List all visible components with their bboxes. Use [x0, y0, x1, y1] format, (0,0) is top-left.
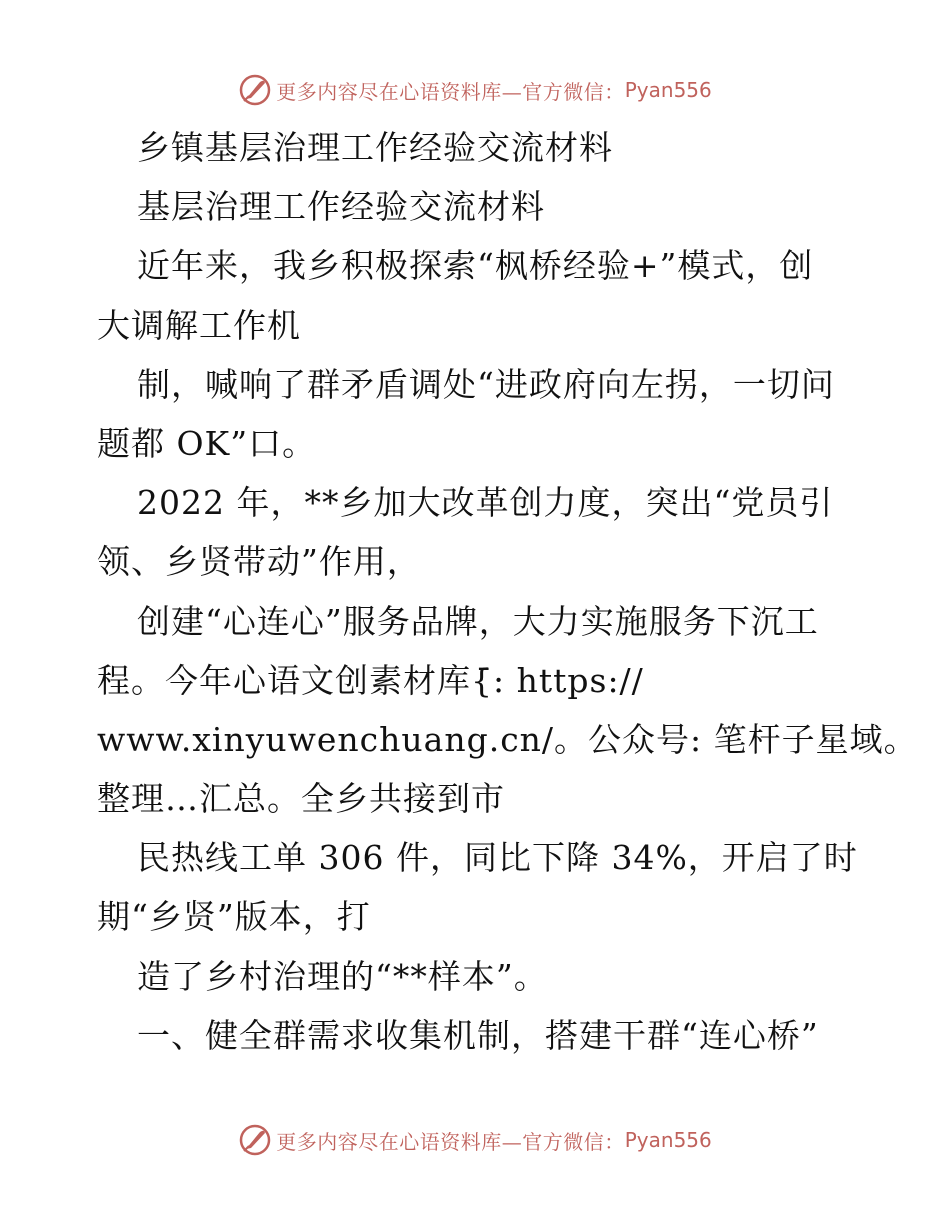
paragraph-line: 民热线工单 306 件，同比下降 34%，开启了时 [137, 838, 858, 878]
header-wechat-id: Pyan556 [624, 78, 712, 102]
paragraph-line: 大调解工作机 [97, 305, 301, 345]
paragraph-line: 程。今年心语文创素材库{̄: https:// [97, 660, 644, 700]
header-watermark-text: 更多内容尽在心语资料库—官方微信： [276, 79, 625, 104]
footer-watermark-text: 更多内容尽在心语资料库—官方微信： [276, 1129, 625, 1154]
paragraph-line: 期“乡贤”版本，打 [97, 897, 371, 937]
footer-watermark-banner [0, 1120, 950, 1160]
quill-pen-logo-icon [238, 1123, 272, 1157]
paragraph-line: www.xinyuwenchuang.cn/。公众号: 笔杆子星域。 [97, 719, 918, 759]
paragraph-line: 制，喊响了群矛盾调处“进政府向左拐，一切问 [137, 364, 835, 404]
header-watermark-banner [0, 70, 950, 110]
document-subtitle: 基层治理工作经验交流材料 [137, 187, 545, 227]
quill-pen-logo-icon [238, 73, 272, 107]
paragraph-line: 整理…汇总。全乡共接到市 [97, 779, 505, 819]
document-title: 乡镇基层治理工作经验交流材料 [137, 128, 613, 167]
paragraph-line: 近年来，我乡积极探索“枫桥经验+”模式，创 [137, 246, 814, 286]
section-heading: 一、健全群需求收集机制，搭建干群“连心桥” [137, 1015, 819, 1055]
paragraph-line: 题都 OK”口。 [97, 423, 317, 463]
document-body [97, 118, 918, 1065]
paragraph-line: 领、乡贤带动”作用， [97, 542, 421, 582]
paragraph-line: 2022 年，**乡加大改革创力度，突出“党员引 [137, 483, 834, 523]
footer-wechat-id: Pyan556 [624, 1128, 712, 1152]
paragraph-line: 造了乡村治理的“**样本”。 [137, 956, 548, 996]
paragraph-line: 创建“心连心”服务品牌，大力实施服务下沉工 [137, 601, 819, 641]
